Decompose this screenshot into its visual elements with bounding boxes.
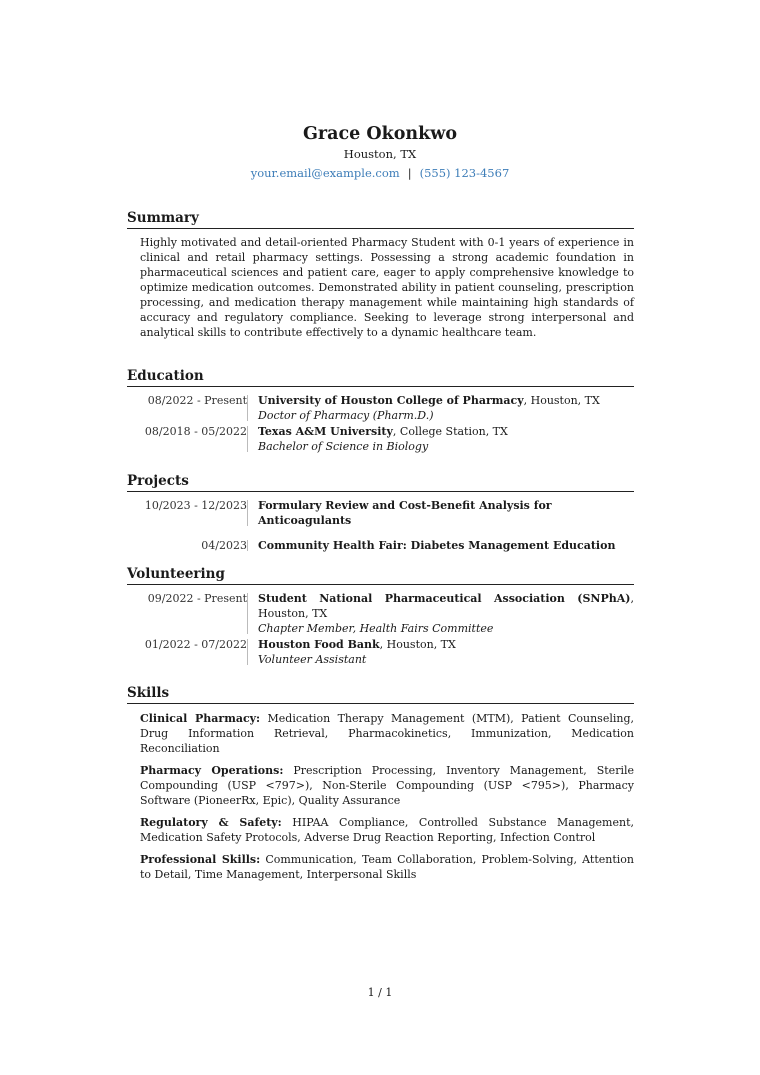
candidate-name: Grace Okonkwo: [302, 124, 457, 144]
skills-heading: Skills: [127, 685, 170, 701]
entry-date: 08/2018 - 05/2022: [144, 425, 247, 438]
entry-org: Formulary Review and Cost-Benefit Analysis for Anticoagulants: [258, 499, 552, 527]
entry-title: [258, 637, 634, 652]
skill-label: Pharmacy Operations:: [140, 764, 284, 777]
projects-heading: Projects: [127, 473, 189, 489]
entry-bar: [247, 540, 248, 551]
projects-section: [127, 472, 634, 553]
volunteering-entry: [127, 637, 634, 667]
skill-group: [140, 815, 634, 845]
entry-location: , Houston, TX: [258, 592, 634, 620]
entry-subtitle: Volunteer Assistant: [258, 653, 367, 666]
entry-title: [258, 498, 634, 528]
entry-org: Houston Food Bank: [258, 638, 380, 651]
entry-bar: [247, 426, 248, 452]
entry-date: 04/2023: [201, 539, 247, 552]
entry-date: 09/2022 - Present: [147, 592, 247, 605]
volunteering-heading: Volunteering: [127, 566, 225, 582]
entry-subtitle: Bachelor of Science in Biology: [258, 440, 429, 453]
section-divider: [127, 386, 634, 387]
contact-line: [0, 165, 760, 181]
section-divider: [127, 228, 634, 229]
project-entry: [127, 538, 634, 553]
education-section: [127, 367, 634, 454]
entry-title: [258, 591, 634, 621]
entry-date: 08/2022 - Present: [147, 394, 247, 407]
skill-group: [140, 852, 634, 882]
entry-title: [258, 393, 634, 408]
education-entry: [127, 393, 634, 423]
entry-location: , College Station, TX: [392, 425, 508, 438]
entry-bar: [247, 593, 248, 634]
entry-bar: [247, 639, 248, 665]
section-divider: [127, 584, 634, 585]
entry-bar: [247, 500, 248, 526]
skill-list: Medication Therapy Management (MTM), Patient Counseling, Drug Information Retrieval, Pharmacokinetics, Immunization, Medication Reconciliation: [140, 712, 634, 755]
skill-label: Clinical Pharmacy:: [140, 712, 261, 725]
skill-list: Communication, Team Collaboration, Problem-Solving, Attention to Detail, Time Management, Interpersonal Skills: [140, 853, 634, 881]
entry-subtitle: Chapter Member, Health Fairs Committee: [258, 622, 494, 635]
page-number: 1 / 1: [367, 986, 393, 999]
entry-date: 01/2022 - 07/2022: [144, 638, 247, 651]
entry-org: University of Houston College of Pharmacy: [258, 394, 524, 407]
entry-org: Texas A&M University: [258, 425, 393, 438]
entry-title: [258, 424, 634, 439]
entry-subtitle: Doctor of Pharmacy (Pharm.D.): [258, 409, 434, 422]
email-link[interactable]: your.email@example.com: [250, 166, 400, 180]
section-divider: [127, 491, 634, 492]
resume-header: [0, 123, 760, 181]
phone-link[interactable]: (555) 123-4567: [419, 166, 510, 180]
entry-location: , Houston, TX: [379, 638, 456, 651]
entry-location: , Houston, TX: [523, 394, 600, 407]
entry-org: Student National Pharmaceutical Association (SNPhA): [258, 592, 631, 605]
entry-date: 10/2023 - 12/2023: [144, 499, 247, 512]
entry-title: [258, 538, 634, 553]
skills-section: [127, 684, 634, 882]
education-entry: [127, 424, 634, 454]
candidate-location: Houston, TX: [343, 147, 417, 161]
summary-heading: Summary: [127, 210, 199, 226]
contact-separator: |: [407, 166, 412, 180]
summary-text: Highly motivated and detail-oriented Pharmacy Student with 0-1 years of experience in clinical and retail pharmacy settings. Possessing a strong academic foundation in pharmaceutical sciences and patient care, eager to apply comprehensive knowledge to optimize medication outcomes. Demonstrated ability in patient counseling, prescription processing, and medication therapy management while maintaining high standards of accuracy and regulatory compliance. Seeking to leverage strong interpersonal and analytical skills to contribute effectively to a dynamic healthcare team.: [140, 236, 634, 339]
skill-label: Regulatory & Safety:: [140, 816, 282, 829]
skill-list: Prescription Processing, Inventory Management, Sterile Compounding (USP <797>), Non-Sterile Compounding (USP <795>), Pharmacy Software (PioneerRx, Epic), Quality Assurance: [140, 764, 634, 807]
education-heading: Education: [127, 368, 204, 384]
volunteering-section: [127, 565, 634, 667]
skill-list: HIPAA Compliance, Controlled Substance Management, Medication Safety Protocols, Adverse Drug Reaction Reporting, Infection Control: [140, 816, 634, 844]
entry-bar: [247, 395, 248, 421]
project-entry: [127, 498, 634, 528]
volunteering-entry: [127, 591, 634, 636]
skill-label: Professional Skills:: [140, 853, 261, 866]
entry-org: Community Health Fair: Diabetes Management Education: [258, 539, 616, 552]
section-divider: [127, 703, 634, 704]
summary-section: [127, 209, 634, 340]
skill-group: [140, 763, 634, 808]
skill-group: [140, 711, 634, 756]
